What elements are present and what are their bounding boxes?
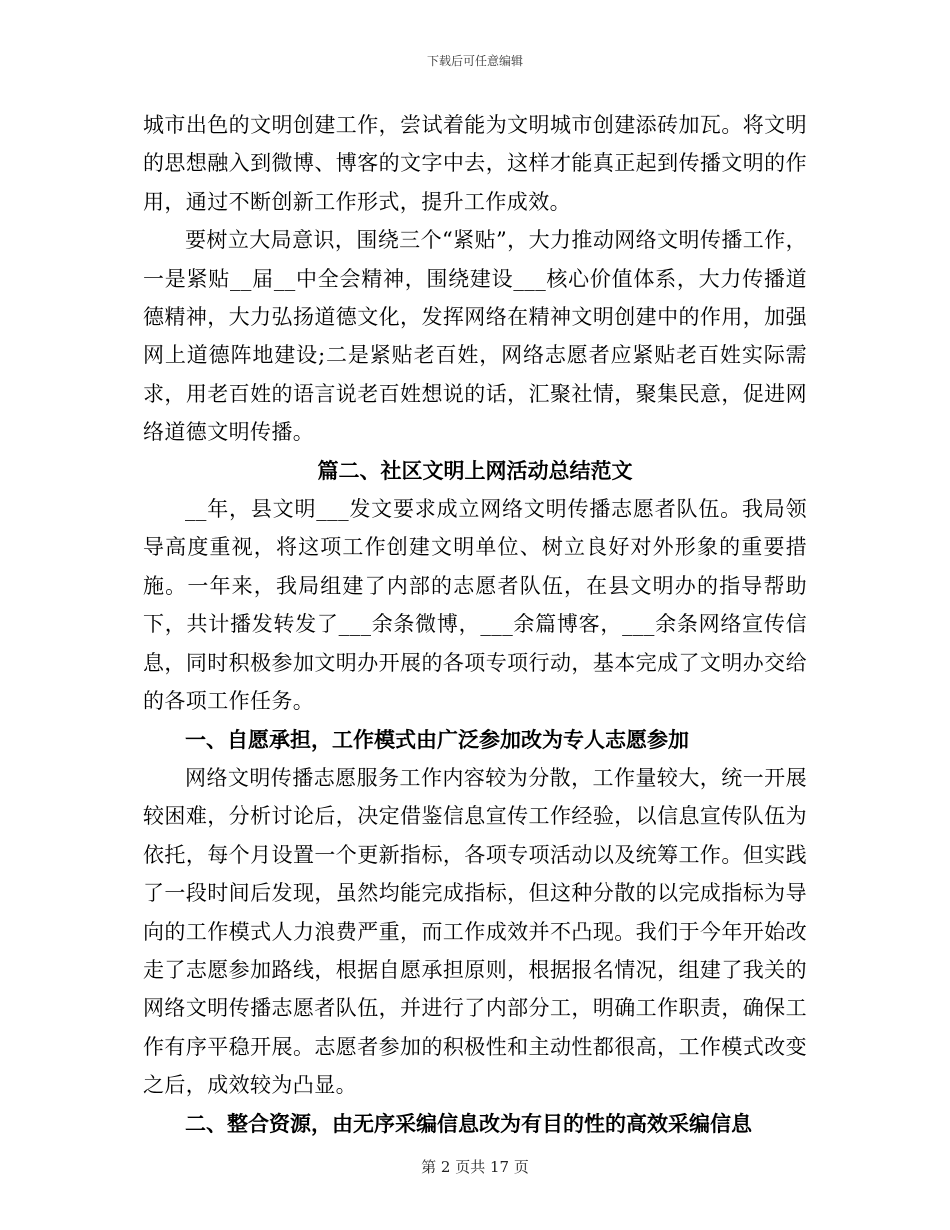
heading-two: 二、整合资源，由无序采编信息改为有目的性的高效采编信息 [185, 1110, 752, 1136]
page-number: 第 2 页共 17 页 [421, 1158, 529, 1176]
paragraph-continuation: 城市出色的文明创建工作，尝试着能为文明城市创建添砖加瓦。将文明的思想融入到微博、博客的文字中去，这样才能真正起到传播文明的作用，通过不断创新工作形式，提升工作成效。 [143, 113, 807, 214]
paragraph-volunteer-model: 网络文明传播志愿服务工作内容较为分散，工作量较大，统一开展较困难，分析讨论后，决定借鉴信息宣传工作经验，以信息宣传队伍为依托，每个月设置一个更新指标，各项专项活动以及统筹工作。但实践了一段时间后发现，虽然均能完成指标，但这种分散的以完成指标为导向的工作模式人力浪费严重，而工作成效并不凸现。我们于今年开始改走了志愿参加路线，根据自愿承担原则，根据报名情况，组建了我关的网络文明传播志愿者队伍，并进行了内部分工，明确工作职责，确保工作有序平稳开展。志愿者参加的积极性和主动性都很高，工作模式改变之后，成效较为凸显。 [143, 765, 807, 1098]
paragraph-intro: __年，县文明___发文要求成立网络文明传播志愿者队伍。我局领导高度重视，将这项工作创建文明单位、树立良好对外形象的重要措施。一年来，我局组建了内部的志愿者队伍，在县文明办的指导帮助下，共计播发转发了___余条微博，___余篇博客，___余条网络宣传信息，同时积极参加文明办开展的各项专项行动，基本完成了文明办交给的各项工作任务。 [143, 497, 807, 714]
document-body [143, 106, 807, 1143]
page-header: 下载后可任意编辑 [426, 54, 523, 68]
paragraph-three-close-ties: 要树立大局意识，围绕三个“紧贴”，大力推动网络文明传播工作，一是紧贴__届__中全会精神，围绕建设___核心价值体系，大力传播道德精神，大力弘扬道德文化，发挥网络在精神文明创建中的作用，加强网上道德阵地建设;二是紧贴老百姓，网络志愿者应紧贴老百姓实际需求，用老百姓的语言说老百姓想说的话，汇聚社情，聚集民意，促进网络道德文明传播。 [143, 228, 807, 445]
section-title: 篇二、社区文明上网活动总结范文 [317, 457, 633, 483]
heading-one: 一、自愿承担，工作模式由广泛参加改为专人志愿参加 [185, 726, 689, 752]
